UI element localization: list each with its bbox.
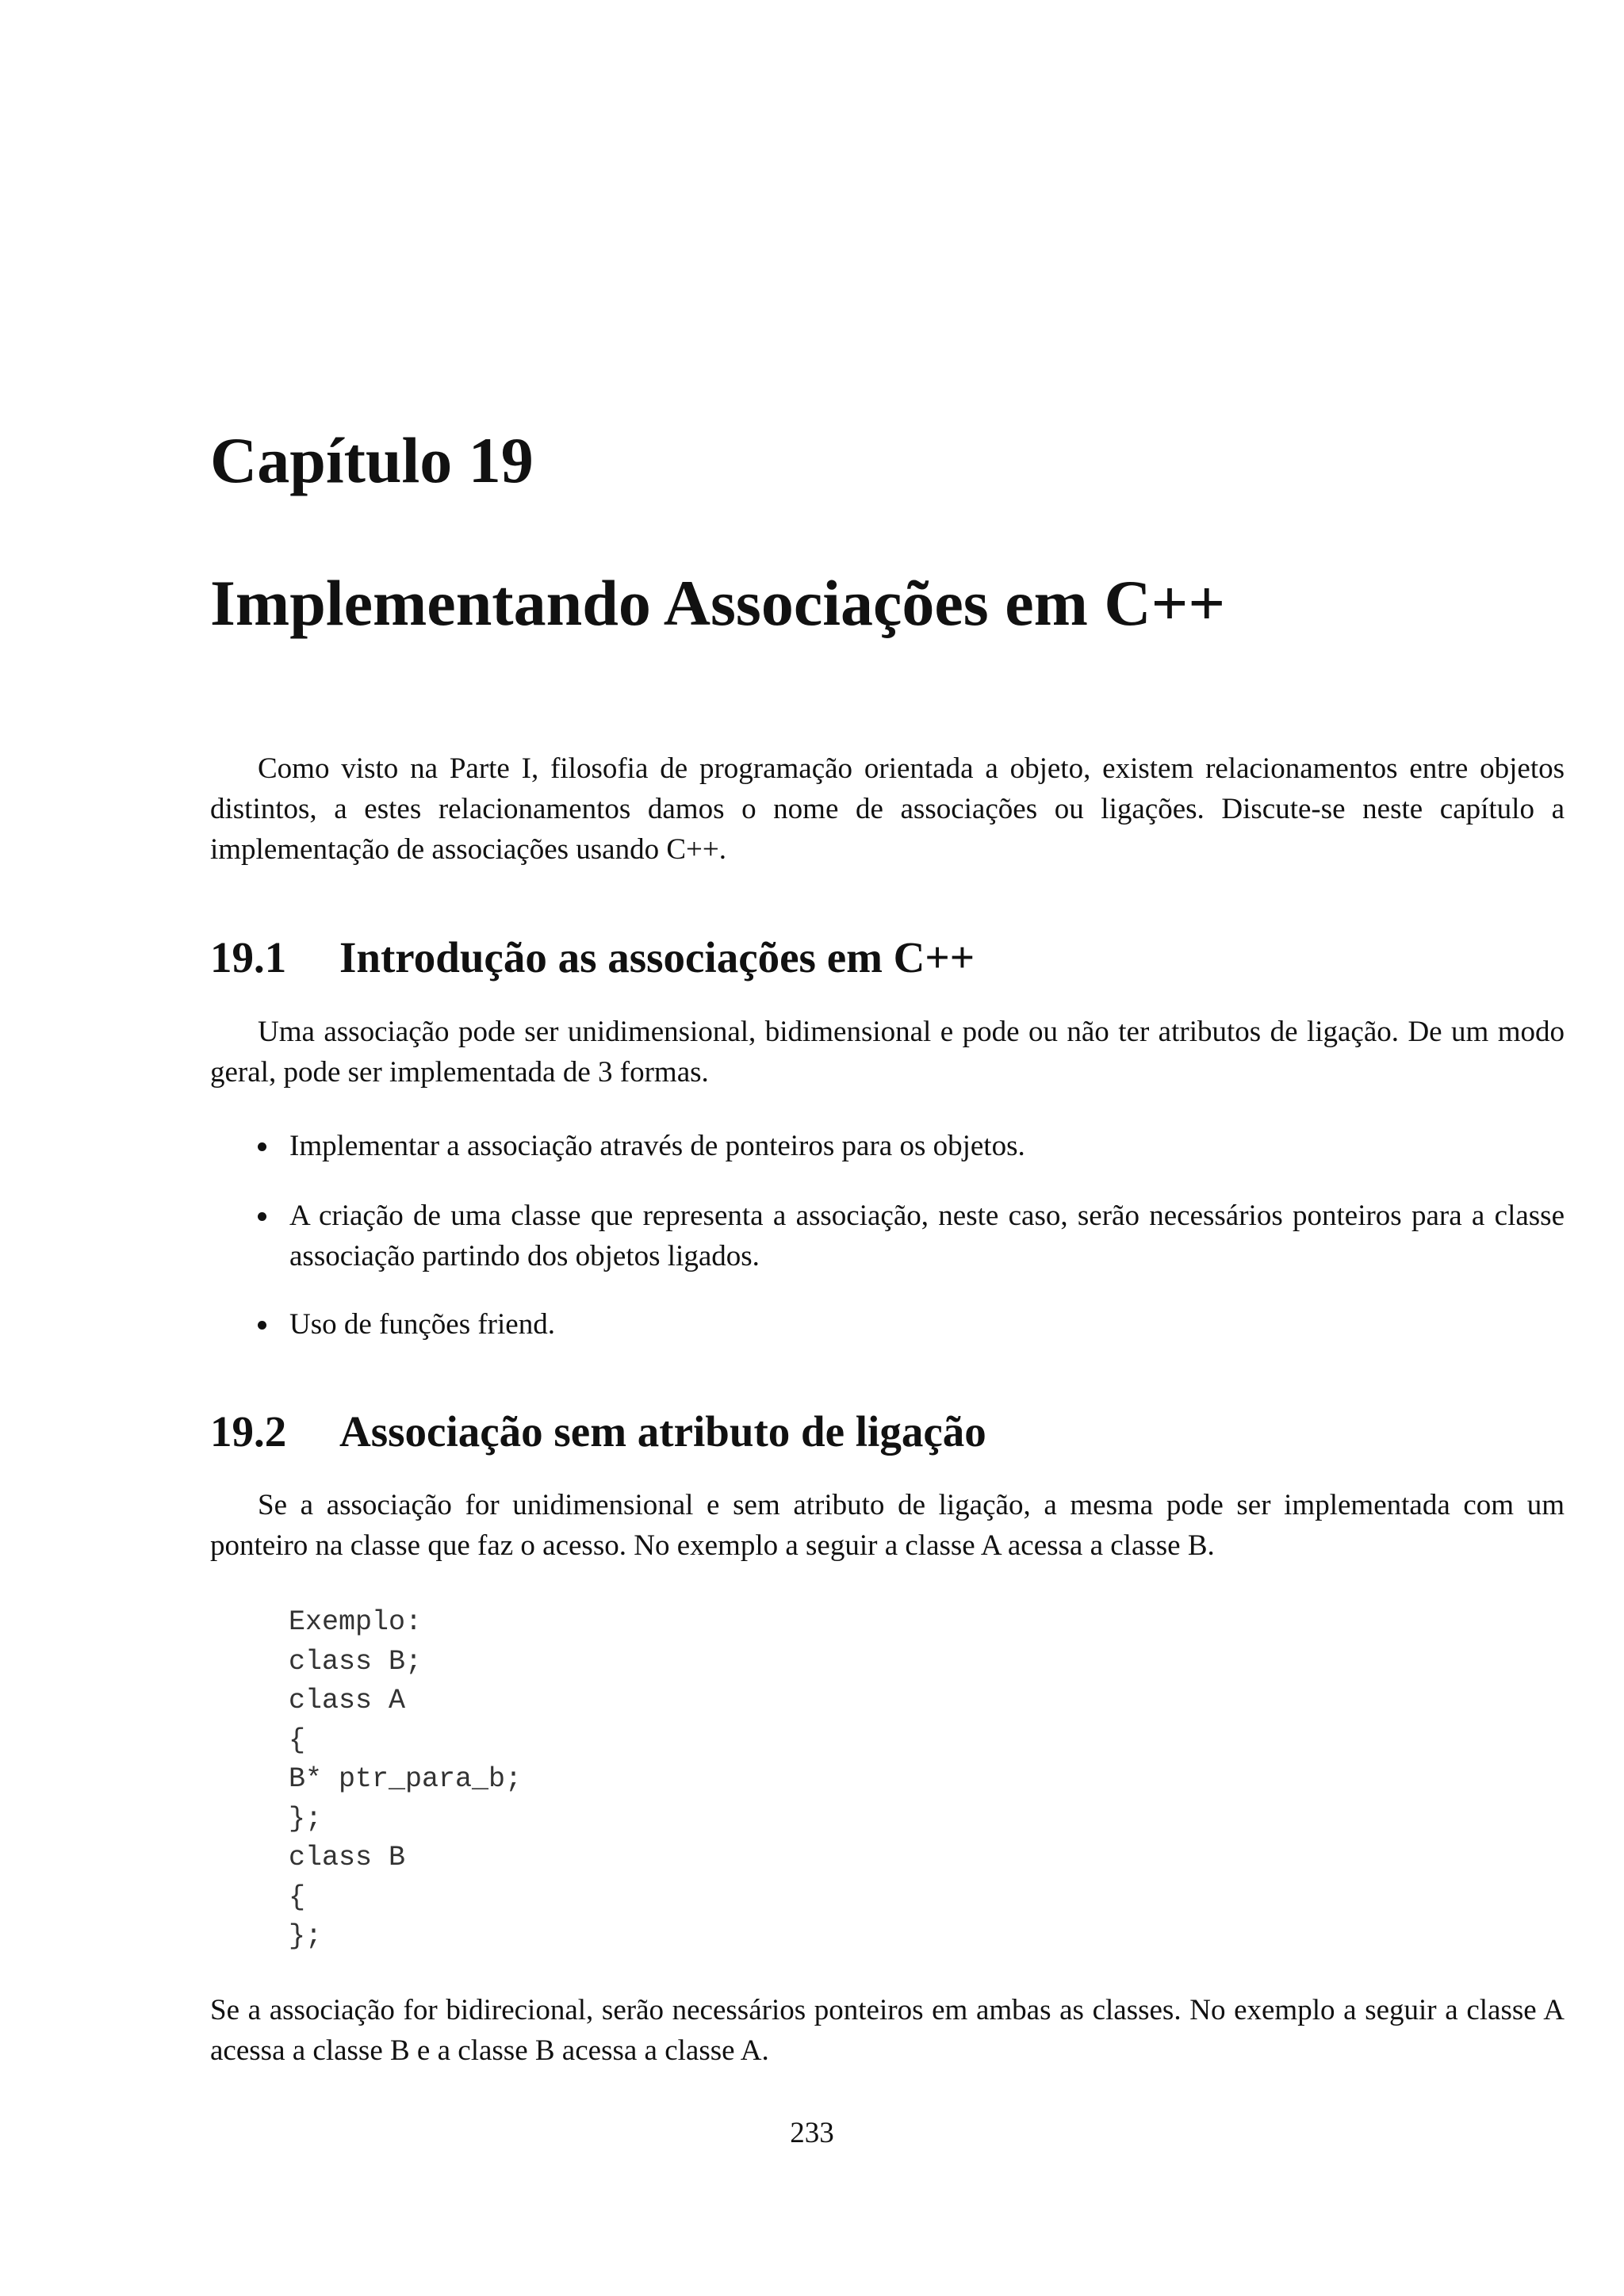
code-line: { <box>289 1724 306 1756</box>
list-item <box>258 1304 1565 1345</box>
section-1-paragraph: Uma associação pode ser unidimensional, bidimensional e pode ou não ter atributos de ligação. De um modo geral, pode ser implementada de 3 formas. <box>210 1016 1565 1089</box>
section-number: 19.2 <box>210 1407 287 1456</box>
chapter-title: Implementando Associações em C++ <box>210 567 1226 639</box>
code-example <box>289 1603 522 1957</box>
section-title: Associação sem atributo de ligação <box>339 1407 986 1456</box>
code-line: class B <box>289 1842 406 1873</box>
code-line: { <box>289 1881 306 1913</box>
bullet-icon <box>258 1142 266 1151</box>
list-item-text: Uso de funções friend. <box>289 1308 555 1341</box>
code-line: class B; <box>289 1645 423 1678</box>
list-item-text: A criação de uma classe que representa a associação, neste caso, serão necessários ponteiros para a classe associação partindo dos objetos ligados. <box>289 1200 1565 1272</box>
section-heading-19-2 <box>210 1407 986 1456</box>
code-line: }; <box>289 1920 323 1952</box>
bullet-icon <box>258 1212 266 1221</box>
code-line: B* ptr_para_b; <box>289 1763 523 1795</box>
section-title: Introdução as associações em C++ <box>339 933 975 982</box>
section-number: 19.1 <box>210 933 287 982</box>
code-line: }; <box>289 1802 323 1835</box>
section-2-paragraph: Se a associação for unidimensional e sem atributo de ligação, a mesma pode ser implementada com um ponteiro na classe que faz o acesso. No exemplo a seguir a classe A acessa a classe B. <box>210 1489 1565 1562</box>
code-line: class A <box>289 1685 406 1716</box>
intro-paragraph: Como visto na Parte I, filosofia de programação orientada a objeto, existem relacionamentos entre objetos distintos, a estes relacionamentos damos o nome de associações ou ligações. Discute-se neste capítulo a implementação de associações usando C++. <box>210 752 1565 866</box>
list-item-text: Implementar a associação através de ponteiros para os objetos. <box>289 1130 1025 1162</box>
code-line: Exemplo: <box>289 1606 423 1638</box>
section-2-paragraph-2: Se a associação for bidirecional, serão necessários ponteiros em ambas as classes. No exemplo a seguir a classe A acessa a classe B e a classe B acessa a classe A. <box>210 1994 1565 2067</box>
list-item <box>258 1126 1565 1166</box>
list-item <box>258 1196 1565 1276</box>
section-heading-19-1 <box>210 933 975 982</box>
chapter-label: Capítulo 19 <box>210 424 534 496</box>
page-number: 233 <box>790 2117 834 2149</box>
bullet-icon <box>258 1321 266 1330</box>
